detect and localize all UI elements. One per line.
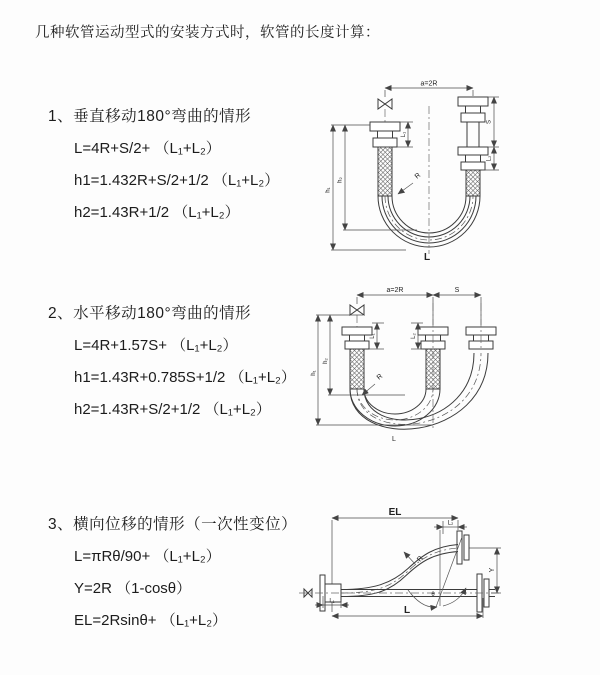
l-label: L: [403, 605, 411, 616]
l2-label: L₂: [447, 520, 454, 527]
l-label: L: [423, 252, 431, 263]
braided-hose-section: [350, 349, 364, 389]
y-label: Y: [489, 567, 496, 573]
braided-hose-section: [466, 170, 480, 196]
diagram-horizontal-180-bend: [305, 283, 600, 448]
r-label: R: [375, 372, 385, 382]
formula-h1: h1=1.43R+0.785S+1/2 （L₁+L₂）: [74, 369, 296, 386]
formula-y: Y=2R （1-cosθ）: [74, 580, 192, 597]
valve-icon: [350, 305, 364, 327]
s-label: S: [486, 119, 493, 125]
h1-label: h₁: [325, 187, 332, 193]
section-1: [48, 104, 279, 222]
theta-label: θ: [431, 592, 435, 598]
section-3-heading: 3、横向位移的情形（一次性变位）: [48, 516, 298, 533]
left-pipe-fitting: [370, 122, 400, 196]
hose-s-curve: [341, 545, 458, 597]
formula-h2: h2=1.43R+1/2 （L₁+L₂）: [74, 204, 240, 221]
width-label: a=2R: [420, 80, 438, 88]
l1-label: L₁: [401, 131, 407, 138]
radius-callout: [362, 373, 384, 395]
h1-label: h₁: [311, 370, 317, 376]
dimension-l: [332, 598, 483, 618]
page-title: 几种软管运动型式的安装方式时，软管的长度计算：: [35, 25, 380, 41]
formula-h1: h1=1.432R+S/2+1/2 （L₁+L₂）: [74, 172, 280, 189]
l1-label: L₁: [370, 333, 376, 339]
formula-h2: h2=1.43R+S/2+1/2 （L₁+L₂）: [74, 401, 271, 418]
left-pipe-fitting: [342, 327, 372, 389]
width-label: a=2R: [386, 287, 404, 294]
hose-u-bend-initial: [350, 389, 440, 426]
formula-length: L=πRθ/90+ （L₁+L₂）: [74, 548, 221, 565]
formula-length: L=4R+S/2+ （L₁+L₂）: [74, 140, 221, 157]
section-2-heading: 2、水平移动180°弯曲的情形: [48, 305, 252, 322]
r-label: R: [416, 554, 425, 564]
h2-label: h₂: [337, 177, 344, 183]
r-label: R: [413, 171, 423, 181]
diagram-vertical-180-bend: [320, 78, 600, 268]
hose-u-bend-shifted: [350, 353, 488, 429]
formula-length: L=4R+1.57S+ （L₁+L₂）: [74, 337, 238, 354]
upper-flange-fitting: [457, 531, 469, 564]
section-2: [48, 301, 296, 419]
braided-hose-section: [378, 147, 392, 196]
el-label: EL: [388, 507, 402, 518]
radius-callout: [404, 552, 425, 565]
radius-callout: [398, 172, 422, 194]
l2-label: L₂: [486, 155, 493, 162]
dimension-width: [385, 81, 473, 98]
s-label: S: [454, 287, 460, 294]
valve-icon: [378, 99, 392, 122]
l2-label: L₂: [411, 333, 417, 339]
l1-label: L₁: [329, 598, 335, 605]
right-pipe-fitting: [458, 97, 488, 196]
section-1-heading: 1、垂直移动180°弯曲的情形: [48, 108, 252, 125]
section-3: [48, 512, 297, 630]
l-label: L: [392, 436, 396, 443]
h2-label: h₂: [323, 358, 329, 364]
formula-el: EL=2Rsinθ+ （L₁+L₂）: [74, 612, 228, 629]
dimension-width: [357, 287, 481, 325]
diagram-lateral-displacement: [295, 500, 600, 650]
